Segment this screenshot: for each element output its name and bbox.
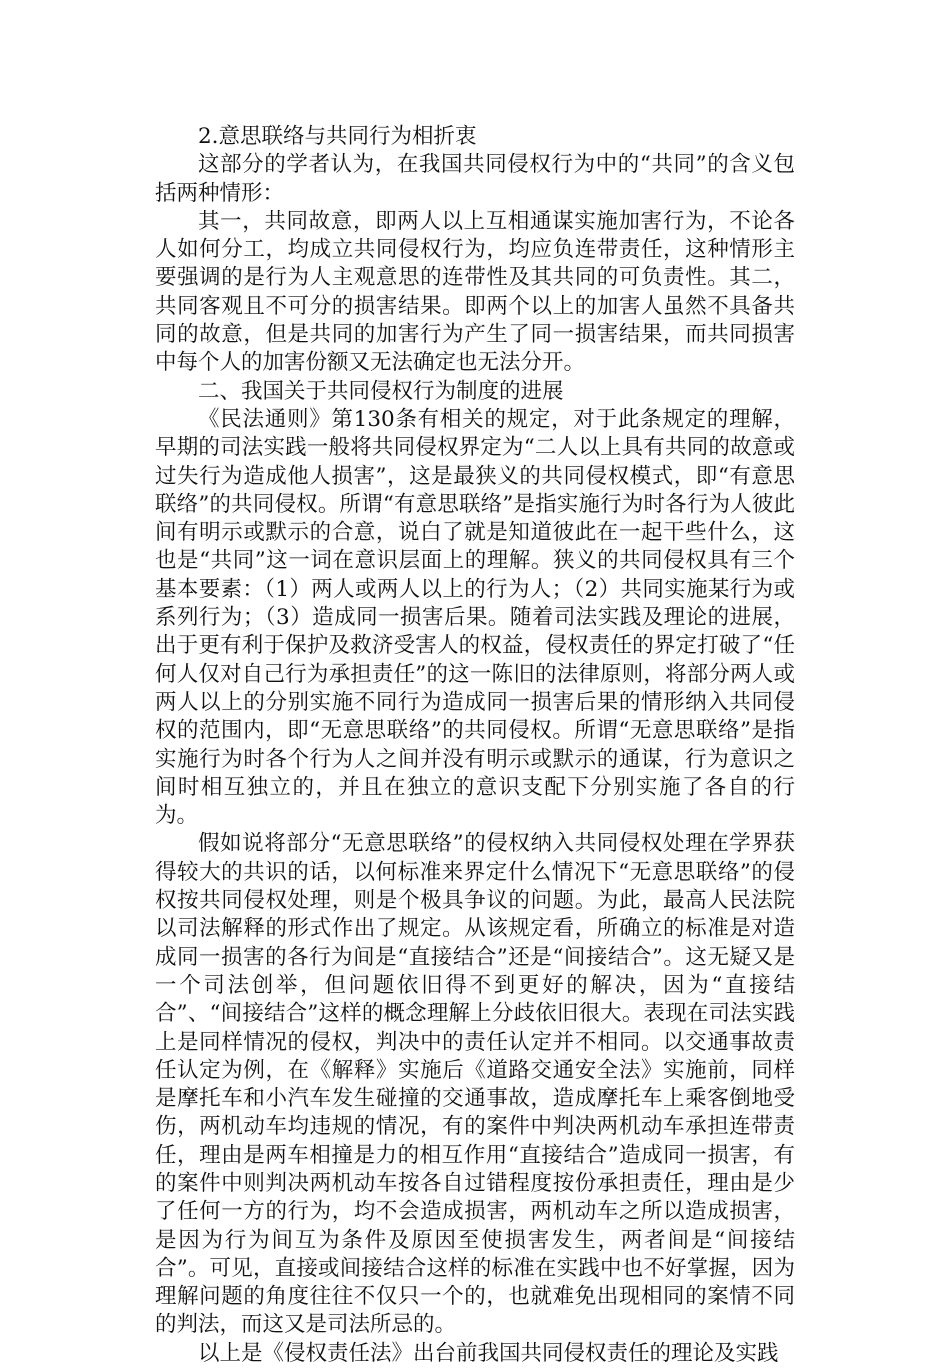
paragraph: 以上是《侵权责任法》出台前我国共同侵权责任的理论及实践: [198, 1340, 779, 1366]
paragraph: 这部分的学者认为，在我国共同侵权行为中的“共同”的含义包括两种情形：: [155, 152, 795, 206]
paragraph: 假如说将部分“无意思联络”的侵权纳入共同侵权处理在学界获得较大的共识的话，以何标准来界定什么情况下“无意思联络”的侵权按共同侵权处理，则是个极具争议的问题。为此，最高人民法院以司法解释的形式作出了规定。从该规定看，所确立的标准是对造成同一损害的各行为间是“直接结合”还是“间接结合”。这无疑又是一个司法创举，但问题依旧得不到更好的解决，因为“直接结合”、“间接结合”这样的概念理解上分歧依旧很大。表现在司法实践上是同样情况的侵权，判决中的责任认定并不相同。以交通事故责任认定为例，在《解释》实施后《道路交通安全法》实施前，同样是摩托车和小汽车发生碰撞的交通事故，造成摩托车上乘客倒地受伤，两机动车均违规的情况，有的案件中判决两机动车承担连带责任，理由是两车相撞是力的相互作用“直接结合”造成同一损害，有的案件中则判决两机动车按各自过错程度按份承担责任，理由是少了任何一方的行为，均不会造成损害，两机动车之所以造成损害，是因为行为间互为条件及原因至使损害发生，两者间是“间接结合”。可见，直接或间接结合这样的标准在实践中也不好掌握，因为理解问题的角度往往不仅只一个的，也就难免出现相同的案情不同的判法，而这又是司法所忌的。: [155, 831, 795, 1338]
section-heading: 二、我国关于共同侵权行为制度的进展: [198, 378, 564, 404]
paragraph: 其一，共同故意，即两人以上互相通谋实施加害行为，不论各人如何分工，均成立共同侵权行为，均应负连带责任，这种情形主要强调的是行为人主观意思的连带性及其共同的可负责性。其二，共同客观且不可分的损害结果。即两个以上的加害人虽然不具备共同的故意，但是共同的加害行为产生了同一损害结果，而共同损害中每个人的加害份额又无法确定也无法分开。: [155, 208, 795, 376]
subheading-consensus-compromise: 2.意思联络与共同行为相折衷: [198, 124, 477, 149]
document-body: [155, 123, 795, 1368]
paragraph: 《民法通则》第130条有相关的规定，对于此条规定的理解，早期的司法实践一般将共同侵权界定为“二人以上具有共同的故意或过失行为造成他人损害”，这是最狭义的共同侵权模式，即“有意思联络”的共同侵权。所谓“有意思联络”是指实施行为时各行为人彼此间有明示或默示的合意，说白了就是知道彼此在一起干些什么，这也是“共同”这一词在意识层面上的理解。狭义的共同侵权具有三个基本要素：（1）两人或两人以上的行为人；（2）共同实施某行为或系列行为；（3）造成同一损害后果。随着司法实践及理论的进展，出于更有利于保护及救济受害人的权益，侵权责任的界定打破了“任何人仅对自己行为承担责任”的这一陈旧的法律原则，将部分两人或两人以上的分别实施不同行为造成同一损害后果的情形纳入共同侵权的范围内，即“无意思联络”的共同侵权。所谓“无意思联络”是指实施行为时各个行为人之间并没有明示或默示的通谋，行为意识之间时相互独立的，并且在独立的意识支配下分别实施了各自的行为。: [155, 406, 795, 829]
